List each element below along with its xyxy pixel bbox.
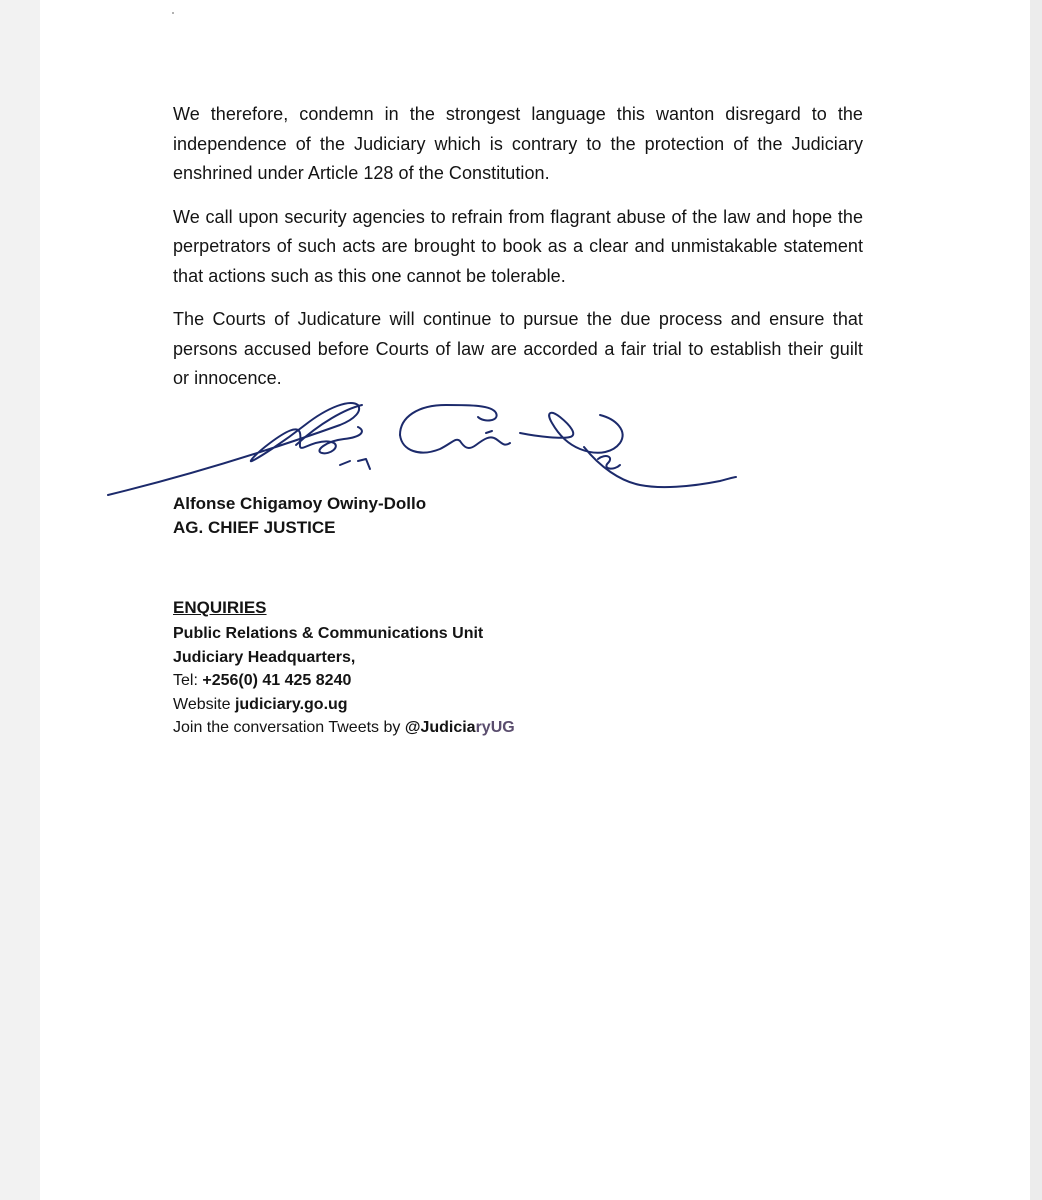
website-url: judiciary.go.ug xyxy=(234,695,348,713)
enquiries-heading: ENQUIRIES xyxy=(173,598,267,617)
enquiries-headquarters: Judiciary Headquarters, xyxy=(173,648,356,666)
signatory-title: AG. CHIEF JUSTICE xyxy=(173,518,336,537)
enquiries-website xyxy=(173,693,515,717)
page-edge xyxy=(1030,0,1042,1200)
paragraph-condemnation: We therefore, condemn in the strongest language this wanton disregard to the independence of the Judiciary which is contrary to the protection of the Judiciary enshrined under Article 128 of the Constitution. xyxy=(173,104,863,183)
twitter-label: Join the conversation Tweets by xyxy=(173,719,405,736)
signatory-block xyxy=(173,492,426,540)
twitter-handle-start: @Judicia xyxy=(404,719,476,736)
tel-number: +256(0) 41 425 8240 xyxy=(202,672,352,689)
enquiries-telephone xyxy=(173,669,515,693)
enquiries-twitter xyxy=(173,716,515,740)
paragraph-due-process: The Courts of Judicature will continue to pursue the due process and ensure that persons accused before Courts of law are accorded a fair trial to establish their guilt or innocence. xyxy=(173,309,863,388)
website-label: Website xyxy=(173,695,235,713)
tel-label: Tel: xyxy=(173,672,203,689)
document-body xyxy=(173,100,863,408)
twitter-handle-end: ryUG xyxy=(475,719,515,736)
handwritten-signature xyxy=(100,395,740,505)
scan-speck xyxy=(172,12,174,14)
paragraph-call-upon-security: We call upon security agencies to refrain from flagrant abuse of the law and hope the perpetrators of such acts are brought to book as a clear and unmistakable statement that actions such as this one cannot be tolerable. xyxy=(173,206,863,286)
signatory-name: Alfonse Chigamoy Owiny-Dollo xyxy=(173,494,427,513)
enquiries-unit: Public Relations & Communications Unit xyxy=(173,625,484,642)
enquiries-block xyxy=(173,596,515,740)
